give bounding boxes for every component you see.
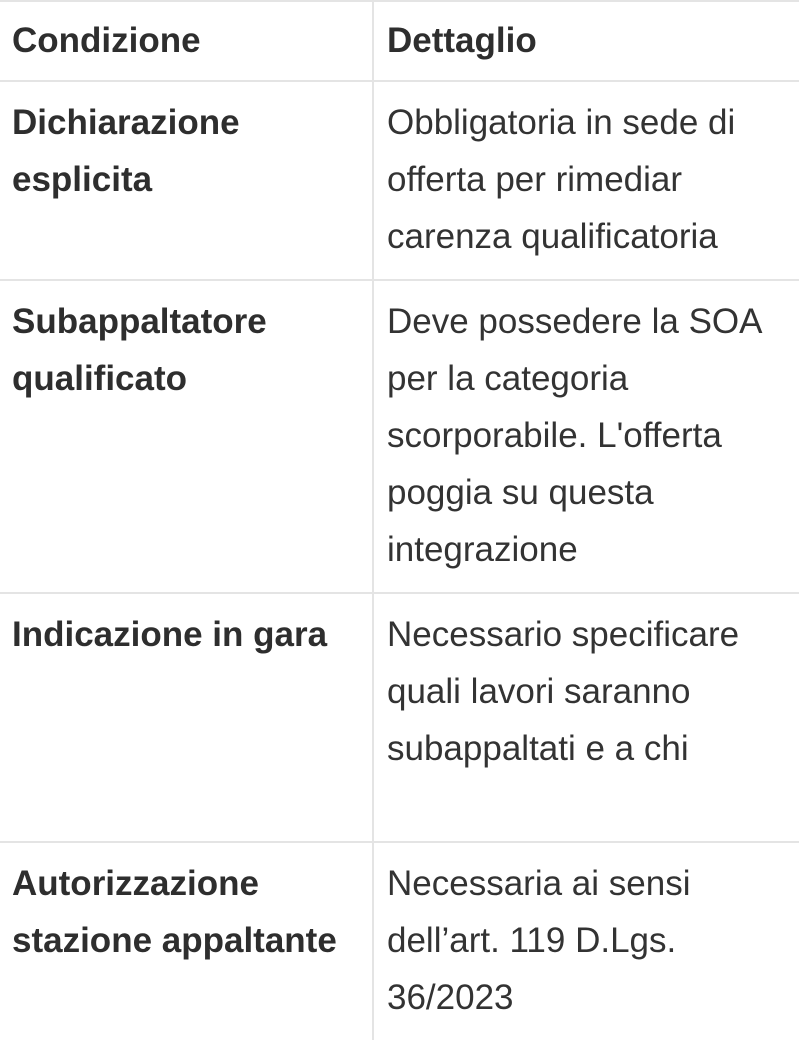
detail-cell: Obbligatoria in sede di offerta per rimediar carenza qualificatoria <box>373 81 799 280</box>
condition-cell: Subappaltatore qualificato <box>0 280 373 593</box>
condition-cell: Indicazione in gara <box>0 593 373 842</box>
detail-cell: Necessario specificare quali lavori saranno subappaltati e a chi <box>373 593 799 842</box>
table-row <box>0 842 799 1040</box>
column-header-detail: Dettaglio <box>373 1 799 81</box>
table-row <box>0 81 799 280</box>
table-row <box>0 593 799 842</box>
condition-cell: Dichiarazione esplicita <box>0 81 373 280</box>
table-header-row <box>0 1 799 81</box>
condition-cell: Autorizzazione stazione appaltante <box>0 842 373 1040</box>
table-row <box>0 280 799 593</box>
detail-cell: Deve possedere la SOA per la categoria scorporabile. L'offerta poggia su questa integrazione <box>373 280 799 593</box>
column-header-condition: Condizione <box>0 1 373 81</box>
detail-cell: Necessaria ai sensi dell’art. 119 D.Lgs. 36/2023 <box>387 864 691 1017</box>
